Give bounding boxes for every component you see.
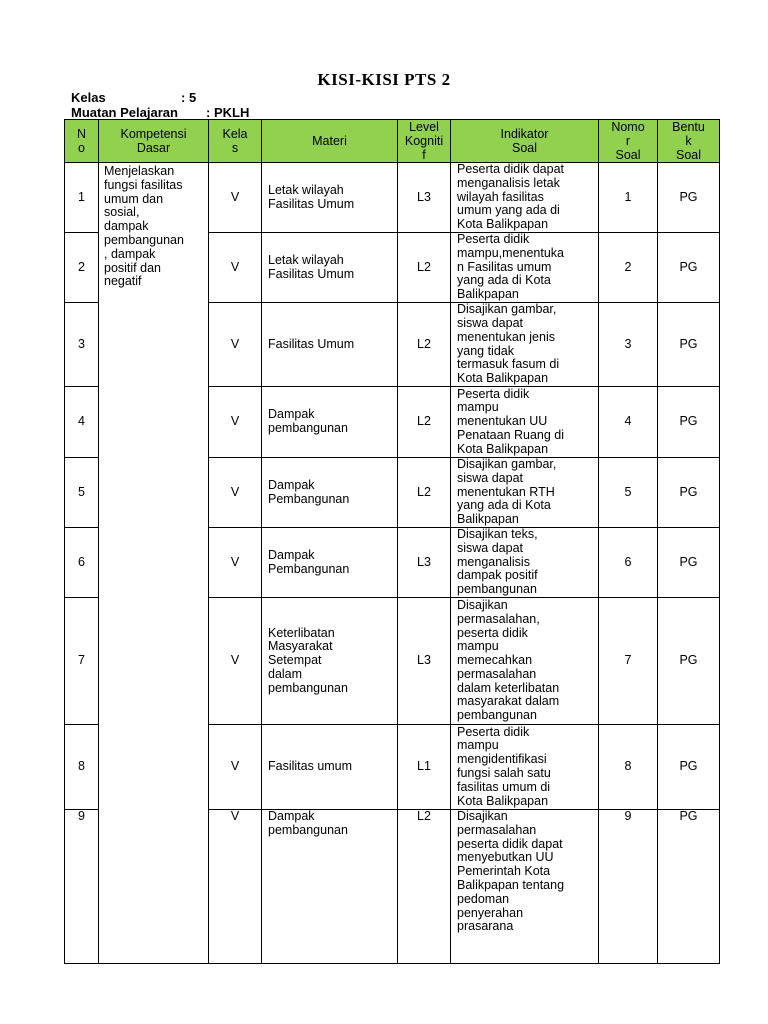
cell-level-kognitif: L1 (398, 725, 451, 810)
cell-no: 4 (65, 387, 99, 458)
cell-level-kognitif: L3 (398, 598, 451, 725)
cell-level-kognitif: L2 (398, 810, 451, 964)
cell-kompetensi-dasar: Menjelaskan fungsi fasilitas umum dan sosial, dampak pembangunan , dampak positif dan negatif (99, 163, 209, 964)
header-level-kognitif: Level Kogniti f (398, 120, 451, 163)
cell-no: 8 (65, 725, 99, 810)
cell-no: 3 (65, 303, 99, 387)
cell-kelas: V (209, 233, 262, 303)
cell-no: 9 (65, 810, 99, 964)
cell-nomor-soal: 9 (599, 810, 658, 964)
header-bentuk-soal: Bentu k Soal (658, 120, 720, 163)
cell-bentuk-soal: PG (658, 163, 720, 233)
cell-bentuk-soal: PG (658, 303, 720, 387)
cell-level-kognitif: L2 (398, 233, 451, 303)
cell-nomor-soal: 2 (599, 233, 658, 303)
cell-kelas: V (209, 725, 262, 810)
cell-no: 7 (65, 598, 99, 725)
cell-no: 5 (65, 458, 99, 528)
cell-bentuk-soal: PG (658, 810, 720, 964)
header-indikator-soal: Indikator Soal (451, 120, 599, 163)
meta-mapel (71, 105, 249, 120)
header-nomor-soal: Nomo r Soal (599, 120, 658, 163)
cell-nomor-soal: 5 (599, 458, 658, 528)
cell-indikator-soal: Disajikan gambar, siswa dapat menentukan jenis yang tidak termasuk fasum di Kota Balikpapan (451, 303, 599, 387)
cell-kelas: V (209, 303, 262, 387)
cell-materi: Fasilitas umum (262, 725, 398, 810)
cell-kelas: V (209, 598, 262, 725)
cell-bentuk-soal: PG (658, 387, 720, 458)
cell-level-kognitif: L2 (398, 387, 451, 458)
cell-nomor-soal: 4 (599, 387, 658, 458)
cell-indikator-soal: Disajikan teks, siswa dapat menganalisis dampak positif pembangunan (451, 528, 599, 598)
kelas-value: : 5 (181, 90, 197, 105)
cell-indikator-soal: Disajikan permasalahan peserta didik dapat menyebutkan UU Pemerintah Kota Balikpapan tentang pedoman penyerahan prasarana (451, 810, 599, 964)
cell-kelas: V (209, 458, 262, 528)
header-kelas: Kela s (209, 120, 262, 163)
cell-indikator-soal: Disajikan permasalahan, peserta didik mampu memecahkan permasalahan dalam keterlibatan masyarakat dalam pembangunan (451, 598, 599, 725)
cell-kelas: V (209, 163, 262, 233)
table-header-row (65, 120, 720, 163)
cell-indikator-soal: Peserta didik dapat menganalisis letak wilayah fasilitas umum yang ada di Kota Balikpapan (451, 163, 599, 233)
kelas-label: Kelas (71, 90, 106, 105)
mapel-label: Muatan Pelajaran (71, 105, 178, 120)
kisi-table (64, 119, 720, 964)
cell-materi: Dampak pembangunan (262, 387, 398, 458)
cell-materi: Letak wilayah Fasilitas Umum (262, 163, 398, 233)
cell-materi: Dampak Pembangunan (262, 458, 398, 528)
cell-nomor-soal: 1 (599, 163, 658, 233)
table-row (65, 163, 720, 233)
cell-level-kognitif: L3 (398, 163, 451, 233)
cell-kelas: V (209, 810, 262, 964)
cell-nomor-soal: 7 (599, 598, 658, 725)
cell-no: 6 (65, 528, 99, 598)
cell-bentuk-soal: PG (658, 233, 720, 303)
cell-materi: Dampak Pembangunan (262, 528, 398, 598)
header-no: N o (65, 120, 99, 163)
cell-level-kognitif: L3 (398, 528, 451, 598)
cell-level-kognitif: L2 (398, 303, 451, 387)
cell-indikator-soal: Peserta didik mampu,menentuka n Fasilitas umum yang ada di Kota Balikpapan (451, 233, 599, 303)
header-materi: Materi (262, 120, 398, 163)
document-title: KISI-KISI PTS 2 (317, 70, 451, 89)
cell-bentuk-soal: PG (658, 528, 720, 598)
header-kompetensi-dasar: Kompetensi Dasar (99, 120, 209, 163)
cell-bentuk-soal: PG (658, 458, 720, 528)
cell-kelas: V (209, 528, 262, 598)
cell-indikator-soal: Peserta didik mampu mengidentifikasi fungsi salah satu fasilitas umum di Kota Balikpapan (451, 725, 599, 810)
cell-level-kognitif: L2 (398, 458, 451, 528)
cell-materi: Keterlibatan Masyarakat Setempat dalam pembangunan (262, 598, 398, 725)
meta-kelas (71, 90, 196, 105)
cell-indikator-soal: Peserta didik mampu menentukan UU Penataan Ruang di Kota Balikpapan (451, 387, 599, 458)
cell-no: 2 (65, 233, 99, 303)
mapel-value: : PKLH (206, 105, 250, 120)
cell-indikator-soal: Disajikan gambar, siswa dapat menentukan RTH yang ada di Kota Balikpapan (451, 458, 599, 528)
cell-materi: Letak wilayah Fasilitas Umum (262, 233, 398, 303)
cell-nomor-soal: 8 (599, 725, 658, 810)
cell-nomor-soal: 3 (599, 303, 658, 387)
cell-kelas: V (209, 387, 262, 458)
cell-nomor-soal: 6 (599, 528, 658, 598)
cell-bentuk-soal: PG (658, 598, 720, 725)
cell-no: 1 (65, 163, 99, 233)
cell-bentuk-soal: PG (658, 725, 720, 810)
cell-materi: Dampak pembangunan (262, 810, 398, 964)
cell-materi: Fasilitas Umum (262, 303, 398, 387)
